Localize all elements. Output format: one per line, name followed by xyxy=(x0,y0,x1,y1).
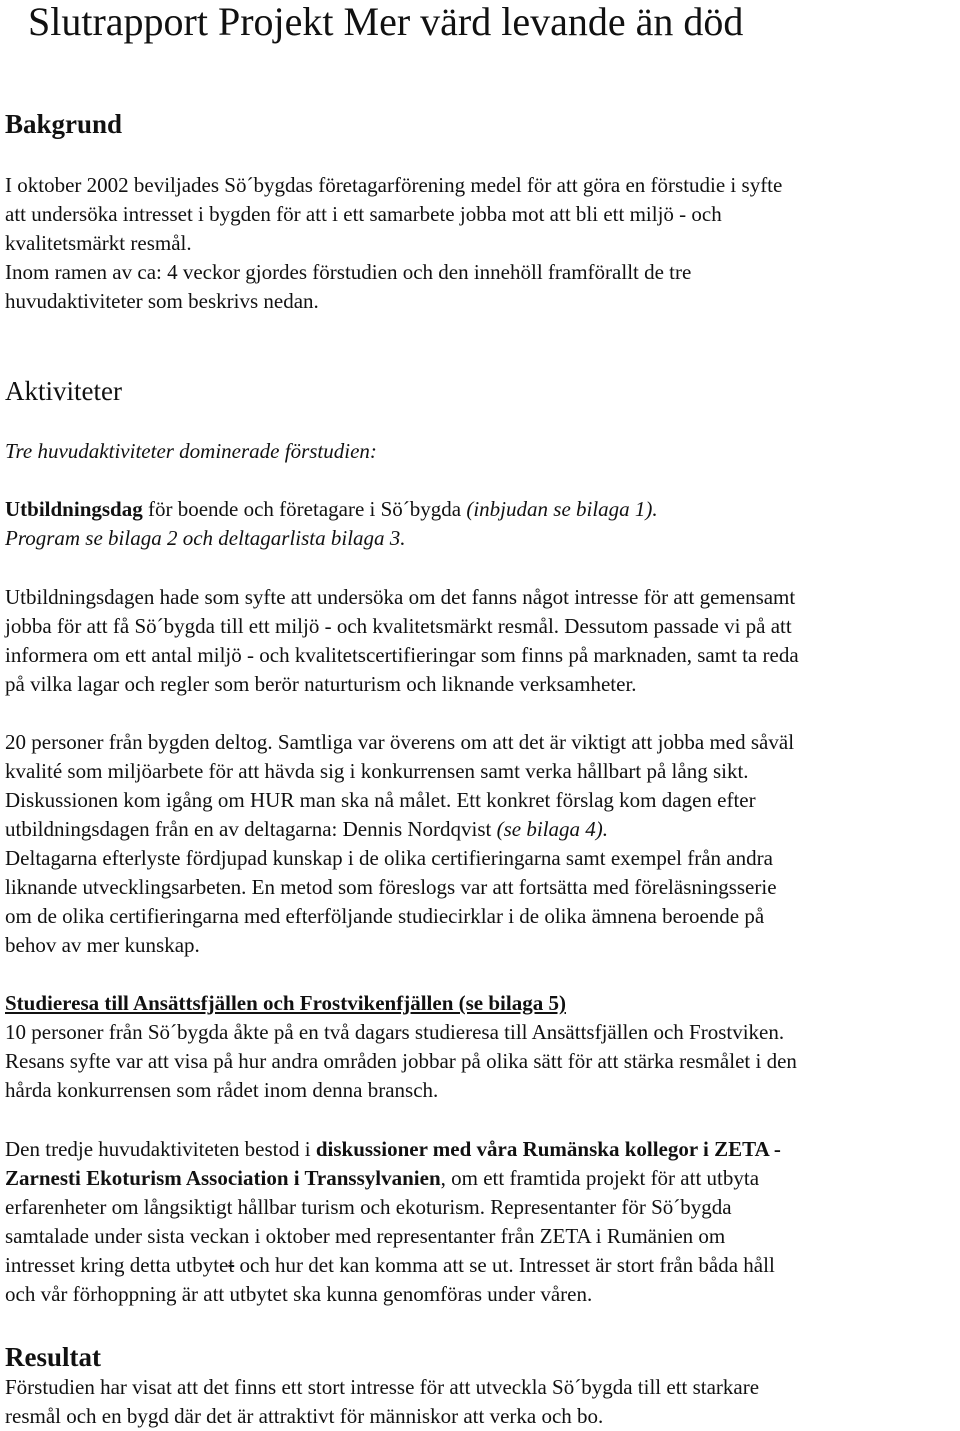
studieresa-line: hårda konkurrensen som rådet inom denna bransch. xyxy=(5,1078,439,1102)
tredje-text: och hur det kan komma att se ut. Intresset är stort från båda håll xyxy=(234,1253,775,1277)
para2-text: utbildningsdagen från en av deltagarna: Dennis Nordqvist xyxy=(5,817,497,841)
tredje-line: erfarenheter om långsiktigt hållbar turism och ekoturism. Representanter för Sö´bygda xyxy=(5,1195,732,1219)
para2-line: Diskussionen kom igång om HUR man ska nå målet. Ett konkret förslag kom dagen efter xyxy=(5,788,756,812)
tredje-line: samtalade under sista veckan i oktober med representanter från ZETA i Rumänien om xyxy=(5,1224,726,1248)
bakgrund-line: kvalitetsmärkt resmål. xyxy=(5,231,192,255)
utbildningsdag-bold: Utbildningsdag xyxy=(5,497,143,521)
para1-line: Utbildningsdagen hade som syfte att undersöka om det fanns något intresse för att gemensamt xyxy=(5,585,796,609)
studieresa-line: 10 personer från Sö´bygda åkte på en två dagars studieresa till Ansättsfjällen och Frostviken. xyxy=(5,1020,785,1044)
para1-line: informera om ett antal miljö - och kvalitetscertifieringar som finns på marknaden, samt ta reda xyxy=(5,643,799,667)
studieresa-heading: Studieresa till Ansättsfjällen och Frostvikenfjällen (se bilaga 5) xyxy=(5,991,566,1015)
tredje-line xyxy=(5,1164,759,1193)
resultat-line: resmål och en bygd där det är attraktivt för människor att verka och bo. xyxy=(5,1404,604,1428)
tredje-line: och vår förhoppning är att utbytet ska kunna genomföras under våren. xyxy=(5,1282,593,1306)
utbildningsdag-program-line: Program se bilaga 2 och deltagarlista bilaga 3. xyxy=(5,526,406,550)
utbildningsdag-text: för boende och företagare i Sö´bygda xyxy=(142,497,467,521)
section-heading-resultat: Resultat xyxy=(5,1342,101,1372)
utbildningsdag-italic: (inbjudan se bilaga 1). xyxy=(466,497,658,521)
tredje-text: intresset kring detta utbyte xyxy=(5,1253,229,1277)
aktiviteter-subheading: Tre huvudaktiviteter dominerade förstudien: xyxy=(5,439,377,463)
para1-line: jobba för att få Sö´bygda till ett miljö - och kvalitetsmärkt resmål. Dessutom passade vi på att xyxy=(5,614,792,638)
tredje-strikethrough: t xyxy=(228,1253,235,1277)
tredje-text: , om ett framtida projekt för att utbyta xyxy=(440,1166,760,1190)
para2-line: 20 personer från bygden deltog. Samtliga var överens om att det är viktigt att jobba med såväl xyxy=(5,730,795,754)
resultat-line: Förstudien har visat att det finns ett stort intresse för att utveckla Sö´bygda till ett starkare xyxy=(5,1375,760,1399)
bakgrund-line: att undersöka intresset i bygden för att i ett samarbete jobba mot att bli ett miljö - och xyxy=(5,202,722,226)
bakgrund-line: I oktober 2002 beviljades Sö´bygdas företagarförening medel för att göra en förstudie i syfte xyxy=(5,173,783,197)
para2-line: Deltagarna efterlyste fördjupad kunskap i de olika certifieringarna samt exempel från andra xyxy=(5,846,773,870)
tredje-text: Den tredje huvudaktiviteten bestod i xyxy=(5,1137,316,1161)
section-heading-aktiviteter: Aktiviteter xyxy=(5,376,122,406)
para2-line: kvalité som miljöarbete för att hävda sig i konkurrensen samt verka hållbart på lång sikt. xyxy=(5,759,749,783)
tredje-line xyxy=(5,1251,775,1280)
para2-line: behov av mer kunskap. xyxy=(5,933,200,957)
para2-italic: (se bilaga 4). xyxy=(496,817,609,841)
section-heading-bakgrund: Bakgrund xyxy=(5,109,123,139)
para2-line: liknande utvecklingsarbeten. En metod som föreslogs var att fortsätta med föreläsningsserie xyxy=(5,875,777,899)
para1-line: på vilka lagar och regler som berör naturturism och liknande verksamheter. xyxy=(5,672,637,696)
tredje-line xyxy=(5,1135,781,1164)
document-title: Slutrapport Projekt Mer värd levande än död xyxy=(28,0,744,44)
para2-line: om de olika certifieringarna med efterföljande studiecirklar i de olika ämnena beroende på xyxy=(5,904,765,928)
tredje-bold: Zarnesti Ekoturism Association i Transsylvanien xyxy=(5,1166,441,1190)
bakgrund-line: Inom ramen av ca: 4 veckor gjordes förstudien och den innehöll framförallt de tre xyxy=(5,260,692,284)
utbildningsdag-line xyxy=(5,495,658,524)
tredje-bold: diskussioner med våra Rumänska kollegor i ZETA - xyxy=(315,1137,781,1161)
studieresa-line: Resans syfte var att visa på hur andra områden jobbar på olika sätt för att stärka resmålet i den xyxy=(5,1049,797,1073)
bakgrund-line: huvudaktiviteter som beskrivs nedan. xyxy=(5,289,319,313)
para2-line xyxy=(5,815,608,844)
